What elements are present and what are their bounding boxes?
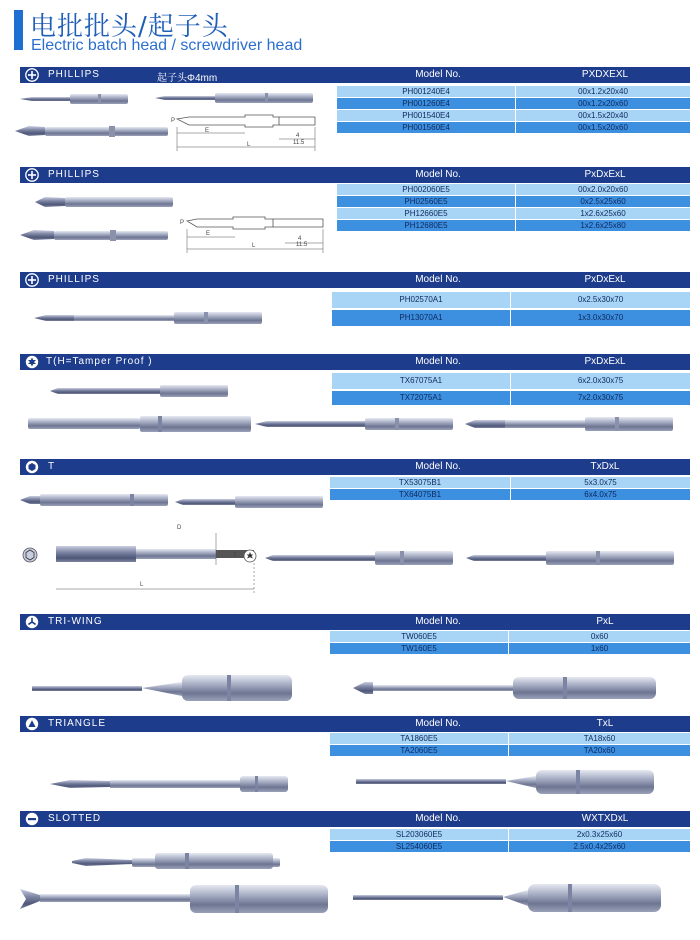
- table-row: [337, 86, 690, 97]
- model-cell: PH02560E5: [337, 196, 515, 207]
- section-slotted: [20, 811, 690, 936]
- spec-cell: 00x1.5x20x40: [516, 110, 690, 121]
- bit-image: [32, 672, 294, 704]
- table-row: [337, 110, 690, 121]
- bit-image: [20, 91, 130, 107]
- bit-image: [155, 849, 275, 871]
- table-row: [330, 829, 690, 840]
- table-row: [337, 184, 690, 195]
- model-cell: PH12660E5: [337, 208, 515, 219]
- bit-image: [35, 194, 175, 210]
- table-row: [330, 643, 690, 654]
- table-row: [330, 733, 690, 744]
- col-model-header: Model No.: [415, 718, 461, 729]
- table-row: [330, 477, 690, 488]
- model-cell: SL254060E5: [330, 841, 508, 852]
- slotted-minus-icon: [25, 812, 39, 826]
- col-model-header: Model No.: [415, 169, 461, 180]
- table-row: [330, 841, 690, 852]
- section-header: [20, 272, 690, 288]
- page-title: 电批批头/起子头: [30, 12, 229, 42]
- model-cell: TA2060E5: [330, 745, 508, 756]
- spec-cell: 2x0.3x25x60: [509, 829, 690, 840]
- technical-drawing: [56, 525, 266, 595]
- model-cell: PH12680E5: [337, 220, 515, 231]
- table-row: [337, 196, 690, 207]
- bit-image: [255, 416, 455, 432]
- model-cell: TX64075B1: [330, 489, 510, 500]
- section-name: PHILLIPS: [48, 169, 100, 180]
- spec-cell: 00x1.5x20x60: [516, 122, 690, 133]
- col-spec-header: PxDxExL: [584, 274, 626, 285]
- dim-label: L: [247, 142, 251, 148]
- dim-label: T: [233, 553, 237, 559]
- bit-image: [28, 414, 253, 434]
- table-row: [337, 122, 690, 133]
- model-cell: TA1860E5: [330, 733, 508, 744]
- model-cell: TW160E5: [330, 643, 508, 654]
- model-cell: PH001540E4: [337, 110, 515, 121]
- bit-image: [20, 491, 170, 509]
- spec-cell: 7x2.0x30x75: [511, 391, 690, 405]
- bit-image: [15, 123, 170, 139]
- torx-star-icon: [25, 355, 39, 369]
- torx-hex-icon: [25, 460, 39, 474]
- dim-label: E: [206, 231, 211, 237]
- model-cell: PH002060E5: [337, 184, 515, 195]
- section-phillips-1: [20, 67, 690, 159]
- model-cell: TW060E5: [330, 631, 508, 642]
- page-subtitle: Electric batch head / screwdriver head: [31, 37, 303, 54]
- dim-label: P: [180, 220, 185, 226]
- spec-cell: 1x60: [509, 643, 690, 654]
- col-model-header: Model No.: [415, 274, 461, 285]
- table-row: [337, 220, 690, 231]
- spec-cell: 0x60: [509, 631, 690, 642]
- spec-cell: 1x3.0x30x70: [511, 310, 690, 326]
- section-header: [20, 167, 690, 183]
- model-cell: TX53075B1: [330, 477, 510, 488]
- bit-image: [20, 227, 170, 243]
- model-cell: PH001560E4: [337, 122, 515, 133]
- model-cell: PH02570A1: [332, 292, 510, 308]
- bit-image: [353, 881, 663, 915]
- bit-image: [50, 772, 290, 796]
- phillips-cross-icon: [25, 273, 39, 287]
- spec-cell: 00x1.2x20x60: [516, 98, 690, 109]
- section-header: [20, 459, 690, 475]
- bit-image: [175, 495, 325, 509]
- spec-cell: 1x2.6x25x80: [516, 220, 690, 231]
- spec-cell: 0x2.5x30x70: [511, 292, 690, 308]
- model-cell: PH001260E4: [337, 98, 515, 109]
- spec-cell: 1x2.6x25x60: [516, 208, 690, 219]
- section-name: SLOTTED: [48, 813, 102, 824]
- section-phillips-2: [20, 167, 690, 257]
- table-row: [332, 391, 690, 405]
- spec-cell: TA18x60: [509, 733, 690, 744]
- section-name: PHILLIPS: [48, 69, 100, 80]
- dim-label: 11.5: [296, 242, 308, 248]
- model-cell: TX72075A1: [332, 391, 510, 405]
- title-accent-bar: [14, 10, 23, 50]
- col-model-header: Model No.: [415, 813, 461, 824]
- section-header: [20, 354, 690, 370]
- section-name: T: [48, 461, 56, 472]
- spec-cell: 00x1.2x20x40: [516, 86, 690, 97]
- spec-cell: 5x3.0x75: [511, 477, 690, 488]
- dim-label: E: [205, 128, 210, 134]
- bit-image: [356, 768, 656, 796]
- bit-image: [34, 310, 264, 326]
- dim-label: D: [177, 525, 182, 531]
- section-header: [20, 67, 690, 83]
- section-note: 起子头Φ4mm: [157, 73, 218, 84]
- bit-image: [353, 674, 658, 702]
- table-row: [332, 310, 690, 326]
- technical-drawing: [185, 217, 335, 257]
- dim-label: 4: [296, 133, 300, 139]
- dim-label: L: [140, 582, 144, 588]
- dim-label: P: [171, 118, 176, 124]
- table-row: [332, 373, 690, 389]
- table-row: [337, 208, 690, 219]
- section-torx-tamper: [20, 354, 690, 444]
- col-spec-header: PXDXEXL: [581, 69, 629, 80]
- dim-label: 4: [298, 236, 302, 242]
- table-row: [330, 745, 690, 756]
- spec-cell: 2.5x0.4x25x60: [509, 841, 690, 852]
- col-model-header: Model No.: [415, 69, 461, 80]
- table-row: [337, 98, 690, 109]
- spec-cell: 6x2.0x30x75: [511, 373, 690, 389]
- phillips-cross-icon: [25, 168, 39, 182]
- model-cell: PH13070A1: [332, 310, 510, 326]
- dim-label: L: [252, 243, 256, 249]
- model-cell: TX67075A1: [332, 373, 510, 389]
- dim-label: 11.5: [293, 140, 305, 146]
- table-row: [330, 631, 690, 642]
- phillips-cross-icon: [25, 68, 39, 82]
- torx-end-view-icon: [242, 548, 258, 564]
- hex-end-view-icon: [22, 547, 38, 563]
- model-cell: PH001240E4: [337, 86, 515, 97]
- section-header: [20, 716, 690, 732]
- section-phillips-3: [20, 272, 690, 344]
- table-row: [332, 292, 690, 308]
- model-cell: SL203060E5: [330, 829, 508, 840]
- section-name: TRI-WING: [48, 616, 103, 627]
- spec-cell: 6x4.0x75: [511, 489, 690, 500]
- col-spec-header: PxDxExL: [584, 356, 626, 367]
- section-header: [20, 811, 690, 827]
- section-torx: [20, 459, 690, 588]
- bit-image: [20, 881, 330, 917]
- bit-image: [465, 416, 675, 432]
- section-name: PHILLIPS: [48, 274, 100, 285]
- bit-image: [265, 549, 455, 567]
- table-row: [330, 489, 690, 500]
- section-header: [20, 614, 690, 630]
- technical-drawing: [175, 115, 335, 157]
- col-spec-header: PxDxExL: [584, 169, 626, 180]
- col-model-header: Model No.: [415, 616, 461, 627]
- section-tri-wing: [20, 614, 690, 710]
- section-name: T(H=Tamper Proof ): [46, 356, 153, 367]
- bit-image: [466, 549, 676, 567]
- triangle-icon: [25, 717, 39, 731]
- bit-image: [155, 91, 315, 105]
- spec-cell: TA20x60: [509, 745, 690, 756]
- col-spec-header: TxL: [596, 718, 614, 729]
- col-spec-header: PxL: [596, 616, 614, 627]
- col-spec-header: WXTXDxL: [581, 813, 629, 824]
- spec-cell: 00x2.0x20x60: [516, 184, 690, 195]
- section-triangle: [20, 716, 690, 812]
- col-spec-header: TxDxL: [590, 461, 620, 472]
- spec-cell: 0x2.5x25x60: [516, 196, 690, 207]
- section-name: TRIANGLE: [48, 718, 107, 729]
- col-model-header: Model No.: [415, 461, 461, 472]
- bit-image: [50, 384, 230, 398]
- col-model-header: Model No.: [415, 356, 461, 367]
- tri-wing-icon: [25, 615, 39, 629]
